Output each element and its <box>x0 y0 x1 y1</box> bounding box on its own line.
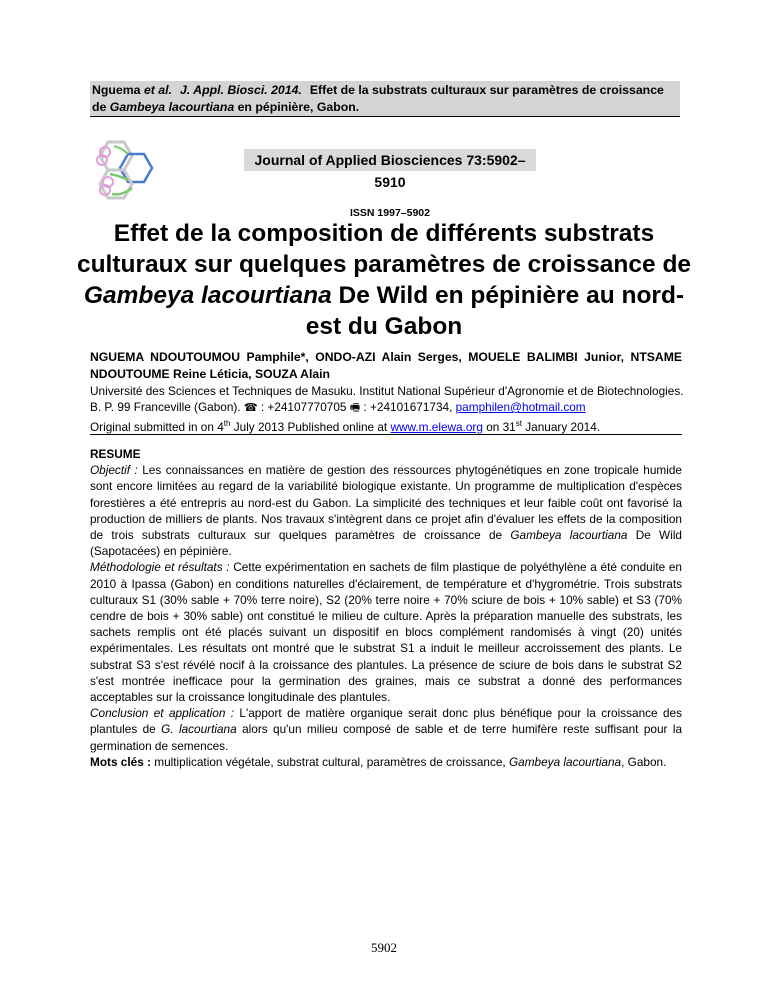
keywords-species: Gambeya lacourtiana <box>508 754 622 769</box>
header-authors: Nguema <box>92 83 144 97</box>
section-divider <box>90 434 682 435</box>
journal-logo <box>88 138 160 204</box>
conclusion-text: L'apport de matière organique serait donc plus bénéfique pour la croissance des plantules de <box>90 706 682 737</box>
conclusion-end: alors qu'un milieu composé de sable et de terre humifère reste suffisant pour la germination de semences. <box>90 722 682 753</box>
abstract-conclusion <box>90 705 682 754</box>
submitted-rest: July 2013 Published online at <box>230 419 391 434</box>
abstract-keywords <box>90 754 682 770</box>
header-title-end: en pépinière, Gabon. <box>234 100 360 114</box>
header-journal-ref: J. Appl. Biosci. 2014. <box>179 83 302 97</box>
header-etal: et al. <box>143 83 172 97</box>
abstract-methods <box>90 559 682 705</box>
title-species: Gambeya lacourtiana <box>83 282 332 309</box>
published-suffix: st <box>515 419 522 428</box>
submitted-date: Original submitted in on 4 <box>90 419 224 434</box>
running-header <box>90 81 680 116</box>
affiliation-institution: Université des Sciences et Techniques de Masuku. Institut National Supérieur d'Agronomie et de Biotechnologies. B. P. 99 Franceville (Gabon). <box>90 384 684 414</box>
phone-number: : +24107770705 <box>257 400 347 414</box>
fax-number: : +24101671734, <box>360 400 456 414</box>
submitted-suffix: th <box>223 419 231 428</box>
phone-icon: ☎ <box>243 402 258 414</box>
author-list: NGUEMA NDOUTOUMOU Pamphile*, ONDO-AZI Alain Serges, MOUELE BALIMBI Junior, NTSAME NDOUTOUME Reine Léticia, SOUZA Alain <box>90 350 682 381</box>
issn: ISSN 1997–5902 <box>350 207 430 219</box>
conclusion-label: Conclusion et application : <box>90 706 235 721</box>
header-title-start: Effet de la substrats culturaux sur paramètres de croissance de <box>92 83 664 114</box>
abstract-heading: RESUME <box>90 447 141 461</box>
website-link[interactable]: www.m.elewa.org <box>390 419 483 434</box>
header-species: Gambeya lacourtiana <box>109 100 235 114</box>
published-date: on 31 <box>482 419 516 434</box>
conclusion-species: G. lacourtiana <box>161 722 237 737</box>
affiliation <box>90 383 690 435</box>
title-part2: De Wild en pépinière au nord-est du Gabon <box>305 282 685 340</box>
email-link[interactable]: pamphilen@hotmail.com <box>455 400 586 414</box>
logo-graphic <box>88 138 160 204</box>
published-rest: January 2014. <box>521 419 601 434</box>
keywords-label: Mots clés : <box>90 754 151 769</box>
keywords-text: multiplication végétale, substrat cultural, paramètres de croissance, <box>150 754 509 769</box>
methods-label: Méthodologie et résultats : <box>90 560 230 575</box>
abstract <box>90 446 682 770</box>
journal-name: Journal of Applied Biosciences 73:5902– 5910 <box>244 149 536 171</box>
objective-end: De Wild (Sapotacées) en pépinière. <box>90 528 682 559</box>
abstract-objective <box>90 462 682 559</box>
page-number: 5902 <box>371 940 397 955</box>
objective-text: Les connaissances en matière de gestion des ressources phytogénétiques en zone tropicale humide sont encore limitées au regard de la variabilité biologique existante. Un programme de multiplication d'espèces forestières a été entrepris au nord-est du Gabon. La simplicité des techniques et leur faible coût ont favorisé la production de milliers de plants. Nos travaux s'intègrent dans ce projet afin d'évaluer les effets de la composition de trois substrats culturaux sur quelques paramètres de croissance de <box>90 463 682 543</box>
keywords-end: , Gabon. <box>621 754 667 769</box>
fax-icon: 🖷 <box>349 402 361 414</box>
title-part1: Effet de la composition de différents substrats culturaux sur quelques paramètres de croissance de <box>76 220 692 278</box>
header-rule <box>90 116 680 117</box>
objective-species: Gambeya lacourtiana <box>510 528 628 543</box>
methods-text: Cette expérimentation en sachets de film plastique de polyéthylène a été conduite en 2010 à Ipassa (Gabon) en conditions naturelles d'éclairement, de température et d'hygrométrie. Trois substrats culturaux S1 (30% sable + 70% terre noire), S2 (20% terre noire + 70% sciure de bois + 10% sable) et S3 (70% cendre de bois + 30% sable) ont constitué le milieu de culture. Après la préparation manuelle des substrats, les sachets remplis ont été placés suivant un dispositif en blocs complément randomisés à vingt (20) unités expérimentales. Les résultats ont montré que le substrat S1 a induit le meilleur accroissement des plants. Le substrat S3 s'est révélé nocif à la croissance des plantules. La présence de sciure de bois dans le substrat S2 s'est montrée inefficace pour la germination des graines, mais ce substrat a donné des performances acceptables sur la croissance longitudinale des plantules. <box>90 560 682 705</box>
article-title <box>70 218 698 342</box>
objective-label: Objectif : <box>90 463 138 478</box>
